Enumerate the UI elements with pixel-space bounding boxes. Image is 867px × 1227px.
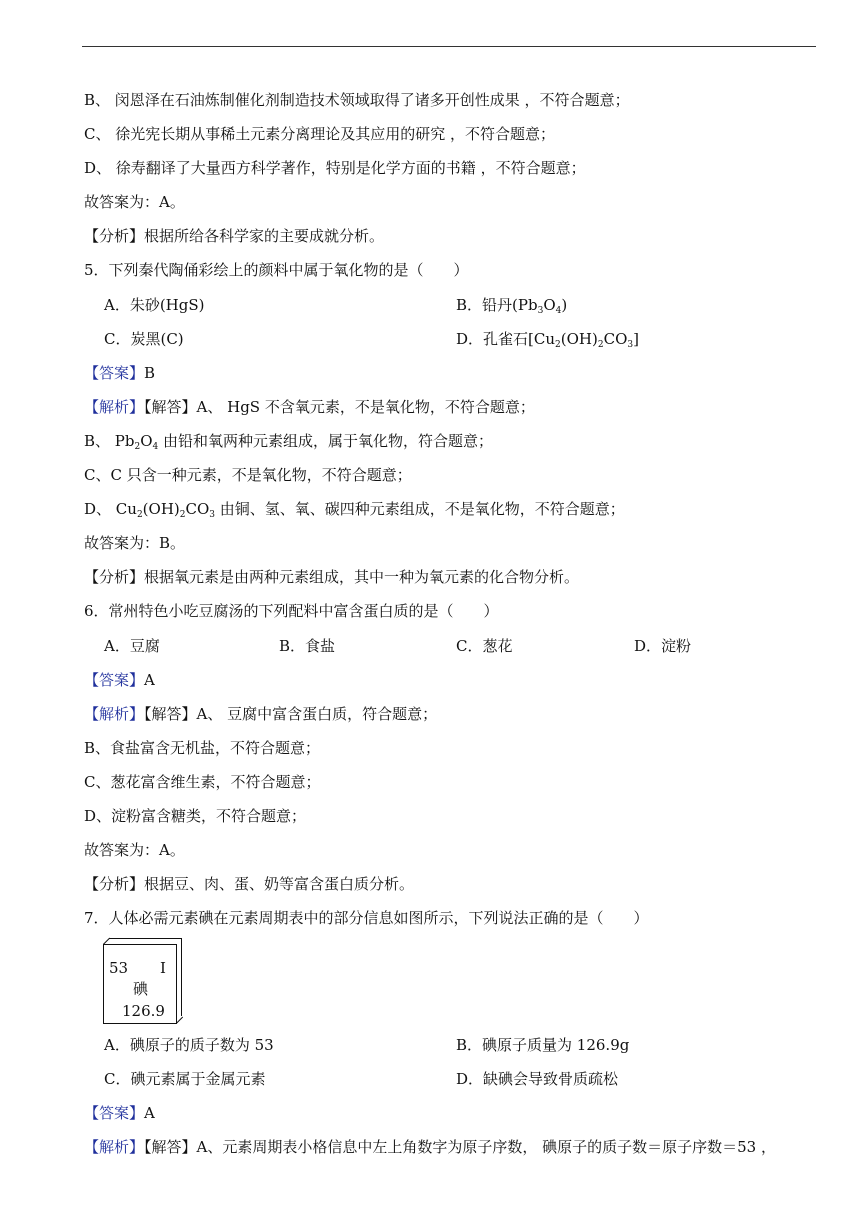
q7-answer: 【答案】A [84,1104,155,1122]
q6-explain-a: 【解析】【解答】A、 豆腐中富含蛋白质，符合题意； [84,705,438,723]
q5-explain-b: B、 $Pb_2O_4$ 由铅和氧两种元素组成，属于氧化物，符合题意； [84,432,494,452]
q6-analysis: 【分析】根据豆、肉、蛋、奶等富含蛋白质分析。 [84,875,415,893]
q5-explain-c: C、C 只含一种元素，不是氧化物，不符合题意； [84,466,412,484]
answer-value: B [144,364,156,382]
answer-tag: 【答案】 [84,364,145,382]
header-rule [82,46,816,47]
q6-answer: 【答案】A [84,671,155,689]
q7-explain-a: 【解析】【解答】A、元素周期表小格信息中左上角数字为原子序数， 碘原子的质子数＝原子序数＝53 ， [84,1138,776,1156]
element-number: 53 [109,959,129,977]
element-box-edge [176,1017,183,1024]
q4-analysis [84,226,384,246]
q6-explain-d: D、淀粉富含糖类，不符合题意； [84,807,307,825]
element-box-edge [109,938,181,939]
q6-explain-c: C、葱花富含维生素，不符合题意； [84,773,321,791]
q7-option-d: D．缺碘会导致骨质疏松 [456,1070,619,1088]
q6-option-b: B．食盐 [279,637,336,655]
element-mass: 126.9 [122,1002,165,1020]
q7-stem: 7．人体必需元素碘在元素周期表中的部分信息如图所示，下列说法正确的是（ ） [84,909,649,927]
q6-conclusion: 故答案为：A。 [84,841,185,859]
element-name: 碘 [133,980,149,998]
q5-stem: 5．下列秦代陶俑彩绘上的颜料中属于氧化物的是（ ） [84,261,469,279]
q5-answer [84,363,155,383]
q4-option-b-explain: B、 闵恩泽在石油炼制催化剂制造技术领域取得了诸多开创性成果 ，不符合题意； [84,91,630,109]
q7-option-c: C．碘元素属于金属元素 [104,1070,266,1088]
q5-conclusion: 故答案为：B。 [84,534,186,552]
q5-option-c: C．炭黑(C) [104,330,184,348]
q5-explain-a: 【解析】【解答】A、 HgS 不含氧元素，不是氧化物，不符合题意； [84,398,535,416]
q5-option-b: B．铅丹$(Pb_3O_4)$ [456,296,568,316]
q6-explain-b: B、食盐富含无机盐，不符合题意； [84,739,321,757]
q5-analysis: 【分析】根据氧元素是由两种元素组成，其中一种为氧元素的化合物分析。 [84,568,580,586]
q6-stem: 6．常州特色小吃豆腐汤的下列配料中富含蛋白质的是（ ） [84,602,499,620]
analysis-text: 根据所给各科学家的主要成就分析。 [144,227,385,245]
q6-option-a: A．豆腐 [104,637,160,655]
q5-explain-d: D、 $Cu_2(OH)_2CO_3$ 由铜、氢、氧、碳四种元素组成，不是氧化物，不符合题意； [84,500,625,520]
explain-tag: 【解析】 [84,398,145,416]
q7-option-a: A．碘原子的质子数为 53 [104,1036,274,1054]
element-box-edge [181,938,182,1016]
element-tile-iodine [103,944,177,1024]
q4-conclusion: 故答案为：A。 [84,193,185,211]
q6-option-c: C．葱花 [456,637,513,655]
q6-option-d: D．淀粉 [634,637,692,655]
q5-option-d: D．孔雀石$[Cu_2(OH)_2CO_3]$ [456,330,639,350]
q4-option-d-explain: D、 徐寿翻译了大量西方科学著作，特别是化学方面的书籍 ，不符合题意； [84,159,586,177]
q7-option-b: B．碘原子质量为 126.9g [456,1036,630,1054]
analysis-tag: 【分析】 [84,227,145,245]
q4-option-c-explain: C、 徐光宪长期从事稀土元素分离理论及其应用的研究 ，不符合题意； [84,125,556,143]
element-symbol: I [160,959,166,977]
q5-option-a: A．朱砂(HgS) [104,296,205,314]
